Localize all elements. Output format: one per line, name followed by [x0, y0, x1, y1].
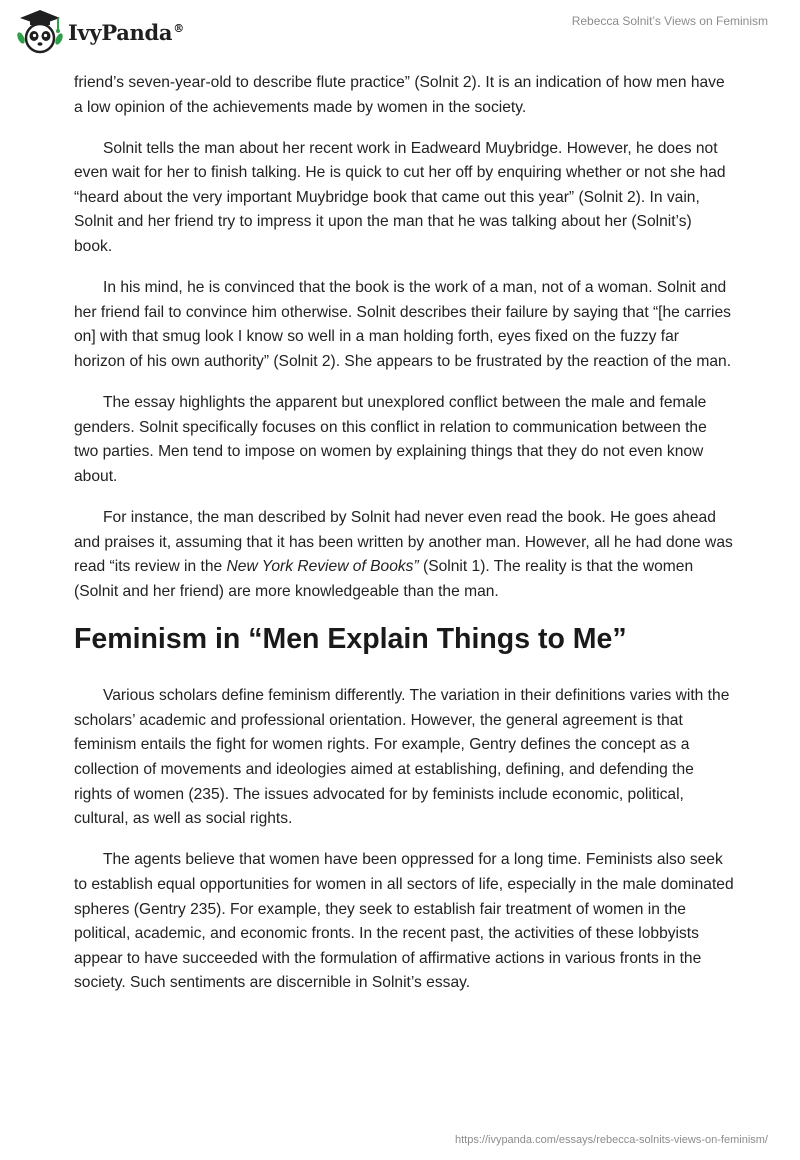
source-url[interactable]: https://ivypanda.com/essays/rebecca-solnits-views-on-feminism/	[454, 1134, 768, 1146]
paragraph: Solnit tells the man about her recent work in Eadweard Muybridge. However, he does not even wait for her to finish talking. He is quick to cut her off by enquiring whether or not she had “heard about the very important Muybridge book that came out this year” (Solnit 2). In vain, Solnit and her friend try to impress it upon the man that he was talking about her (Solnit’s) book.	[74, 139, 726, 256]
section-heading: Feminism in “Men Explain Things to Me”	[74, 623, 627, 656]
book-title-italic: New York Review of Books”	[226, 558, 419, 576]
paragraph-continued: friend’s seven-year-old to describe flute practice” (Solnit 2). It is an indication of how men have a low opinion of the achievements made by women in the society.	[74, 74, 725, 116]
ivypanda-logo[interactable]	[14, 8, 184, 56]
registered-mark: ®	[173, 21, 184, 35]
paragraph-text: For instance, the man described by Solnit had never even read the book. He goes ahead and praises it, assuming that it has been written by another man. However, all he had done was read “its review in the	[74, 508, 733, 576]
paragraph-text: (Solnit 1). The reality is that the women (Solnit and her friend) are more knowledgeable than the man.	[74, 558, 694, 600]
paragraph: In his mind, he is convinced that the book is the work of a man, not of a woman. Solnit and her friend fail to convince him otherwise. Solnit describes their failure by saying that “[he carries on] with that smug look I know so well in a man holding forth, eyes fixed on the fuzzy far horizon of his own authority” (Solnit 2). She appears to be frustrated by the reaction of the man.	[74, 279, 732, 370]
brand-name: IvyPanda®	[68, 19, 184, 45]
essay-body	[74, 71, 734, 1012]
page-header	[0, 0, 800, 62]
document-title: Rebecca Solnit’s Views on Feminism	[571, 14, 768, 28]
paragraph-with-citation	[74, 506, 734, 604]
panda-graduate-icon	[14, 8, 66, 56]
paragraph: Various scholars define feminism differently. The variation in their definitions varies with the scholars’ academic and professional orientation. However, the general agreement is that feminism entails the fight for women rights. For example, Gentry defines the concept as a collection of movements and ideologies aimed at establishing, defining, and defending the rights of women (235). The issues advocated for by feminists include economic, political, cultural, as well as social rights.	[74, 687, 730, 828]
paragraph: The essay highlights the apparent but unexplored conflict between the male and female genders. Solnit specifically focuses on this conflict in relation to communication between the two parties. Men tend to impose on women by explaining things that they do not even know about.	[74, 394, 707, 485]
paragraph: The agents believe that women have been oppressed for a long time. Feminists also seek to establish equal opportunities for women in all sectors of life, especially in the male dominated spheres (Gentry 235). For example, they seek to establish fair treatment of women in the political, academic, and economic fronts. In the recent past, the activities of these lobbyists appear to have succeeded with the formulation of affirmative actions in various fronts in the society. Such sentiments are discernible in Solnit’s essay.	[74, 851, 734, 992]
